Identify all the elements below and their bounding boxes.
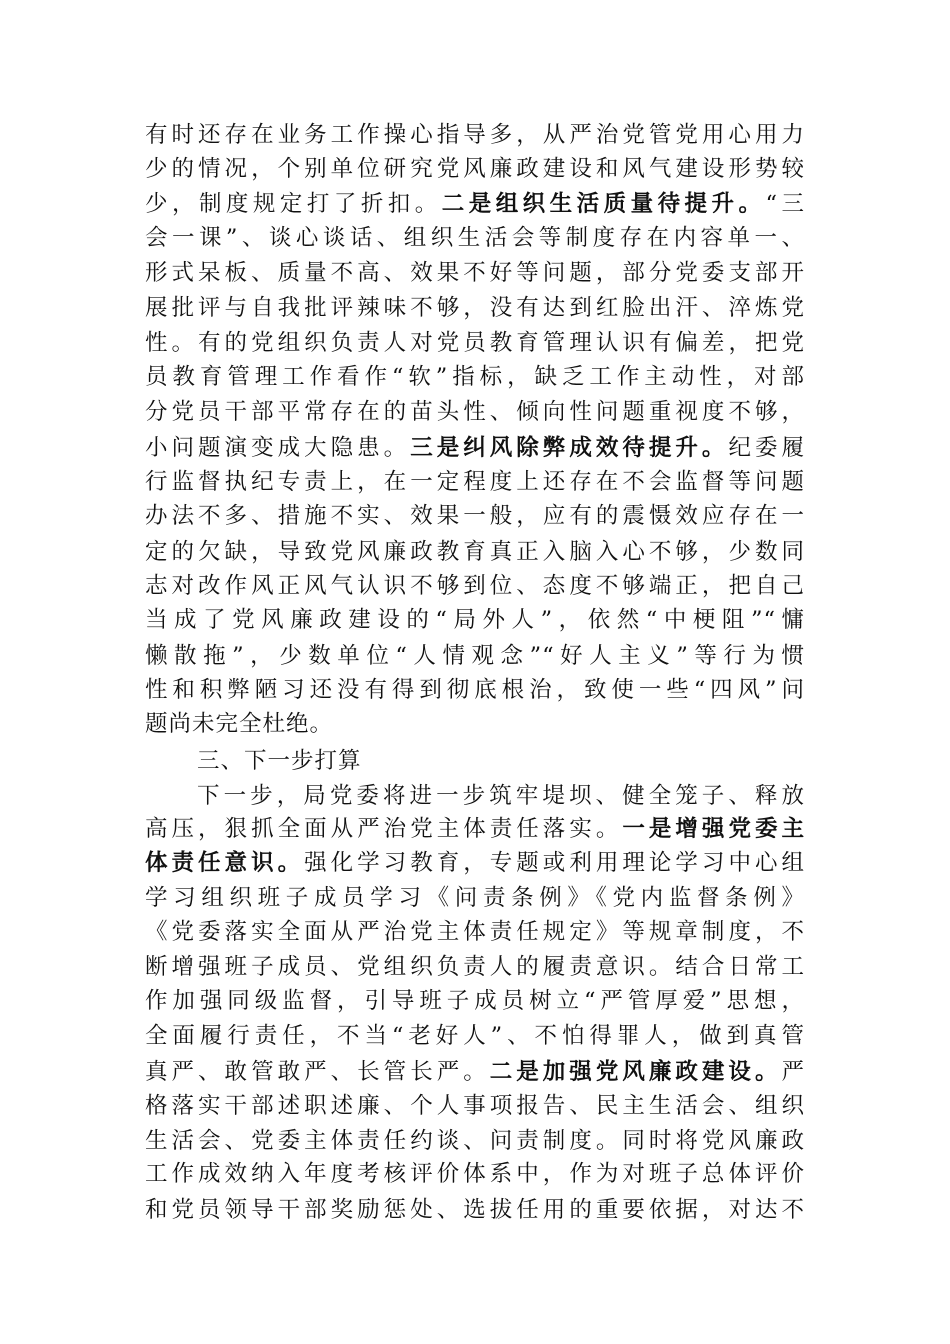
- text-line: [145, 291, 805, 325]
- text-run: 《党委落实全面从严治党主体责任规定》等规章制度，不: [145, 919, 805, 945]
- text-run: 性。有的党组织负责人对党员教育管理认识有偏差，把党: [145, 330, 805, 356]
- text-line: [145, 256, 805, 290]
- text-line: [145, 569, 805, 603]
- text-line: [145, 707, 805, 741]
- bold-phrase: 三是纠风除弊成效待提升。: [410, 435, 729, 461]
- text-line: [145, 915, 805, 949]
- text-line: [145, 499, 805, 533]
- text-run: 会一课”、谈心谈话、组织生活会等制度存在内容单一、: [145, 225, 805, 251]
- text-run: 少，制度规定打了折扣。: [145, 191, 442, 217]
- bold-phrase: 一是增强党委主: [622, 816, 805, 842]
- text-run: 和党员领导干部奖励惩处、选拔任用的重要依据，对达不: [145, 1197, 805, 1223]
- text-line: [145, 603, 805, 637]
- text-run: 志对改作风正风气认识不够到位、态度不够端正，把自己: [145, 573, 805, 599]
- text-run: 纪委履: [728, 435, 805, 461]
- text-line: [145, 360, 805, 394]
- text-line: [145, 1124, 805, 1158]
- text-run: 有时还存在业务工作操心指导多，从严治党管党用心用力: [145, 122, 805, 148]
- text-line: [145, 535, 805, 569]
- text-line: [145, 881, 805, 915]
- text-line: [145, 1157, 805, 1191]
- text-line: [145, 187, 805, 221]
- bold-phrase: 二是加强党风廉政建设。: [489, 1059, 782, 1085]
- text-line: [145, 152, 805, 186]
- text-line: [145, 118, 805, 152]
- text-line: [145, 431, 805, 465]
- text-line: [145, 395, 805, 429]
- text-line: [197, 779, 805, 813]
- text-line: [145, 812, 805, 846]
- bold-phrase: 体责任意识。: [145, 850, 305, 876]
- document-body: [145, 118, 805, 1238]
- text-run: 作加强同级监督，引导班子成员树立“严管厚爱”思想，: [145, 988, 805, 1014]
- text-run: 当成了党风廉政建设的“局外人”，依然“中梗阻”“慵: [145, 607, 805, 633]
- text-line: [145, 465, 805, 499]
- text-run: 小问题演变成大隐患。: [145, 435, 411, 461]
- text-run: 强化学习教育，专题或利用理论学习中心组: [304, 850, 805, 876]
- text-line: [145, 639, 805, 673]
- section-heading: [197, 744, 805, 778]
- text-run: 懒散拖”，少数单位“人情观念”“好人主义”等行为惯: [145, 643, 805, 669]
- text-line: [145, 1089, 805, 1123]
- text-run: 展批评与自我批评辣味不够，没有达到红脸出汗、淬炼党: [145, 295, 805, 321]
- text-line: [145, 984, 805, 1018]
- text-run: 题尚未完全杜绝。: [145, 711, 334, 737]
- text-line: [145, 1193, 805, 1227]
- text-run: 形式呆板、质量不高、效果不好等问题，部分党委支部开: [145, 260, 805, 286]
- text-line: [145, 673, 805, 707]
- text-run: 少的情况，个别单位研究党风廉政建设和风气建设形势较: [145, 156, 805, 182]
- text-run: “三: [765, 191, 805, 217]
- text-run: 真严、敢管敢严、长管长严。: [145, 1059, 490, 1085]
- text-line: [145, 221, 805, 255]
- text-run: 下一步，局党委将进一步筑牢堤坝、健全笼子、释放: [197, 783, 805, 809]
- text-run: 学习组织班子成员学习《问责条例》《党内监督条例》: [145, 885, 805, 911]
- text-run: 断增强班子成员、党组织负责人的履责意识。结合日常工: [145, 954, 805, 980]
- text-run: 员教育管理工作看作“软”指标，缺乏工作主动性，对部: [145, 364, 805, 390]
- text-run: 生活会、党委主体责任约谈、问责制度。同时将党风廉政: [145, 1128, 805, 1154]
- heading-text: 三、下一步打算: [197, 748, 362, 774]
- text-run: 性和积弊陋习还没有得到彻底根治，致使一些“四风”问: [145, 677, 805, 703]
- text-run: 格落实干部述职述廉、个人事项报告、民主生活会、组织: [145, 1093, 805, 1119]
- text-run: 行监督执纪专责上，在一定程度上还存在不会监督等问题: [145, 469, 805, 495]
- bold-phrase: 二是组织生活质量待提升。: [441, 191, 766, 217]
- text-run: 工作成效纳入年度考核评价体系中，作为对班子总体评价: [145, 1161, 805, 1187]
- text-line: [145, 846, 805, 880]
- text-run: 定的欠缺，导致党风廉政教育真正入脑入心不够，少数同: [145, 539, 805, 565]
- text-line: [145, 1019, 805, 1053]
- text-line: [145, 326, 805, 360]
- text-run: 分党员干部平常存在的苗头性、倾向性问题重视度不够，: [145, 399, 805, 425]
- text-line: [145, 1055, 805, 1089]
- text-run: 严: [781, 1059, 805, 1085]
- text-run: 全面履行责任，不当“老好人”、不怕得罪人，做到真管: [145, 1023, 805, 1049]
- text-line: [145, 950, 805, 984]
- text-run: 办法不多、措施不实、效果一般，应有的震慑效应存在一: [145, 503, 805, 529]
- text-run: 高压，狠抓全面从严治党主体责任落实。: [145, 816, 623, 842]
